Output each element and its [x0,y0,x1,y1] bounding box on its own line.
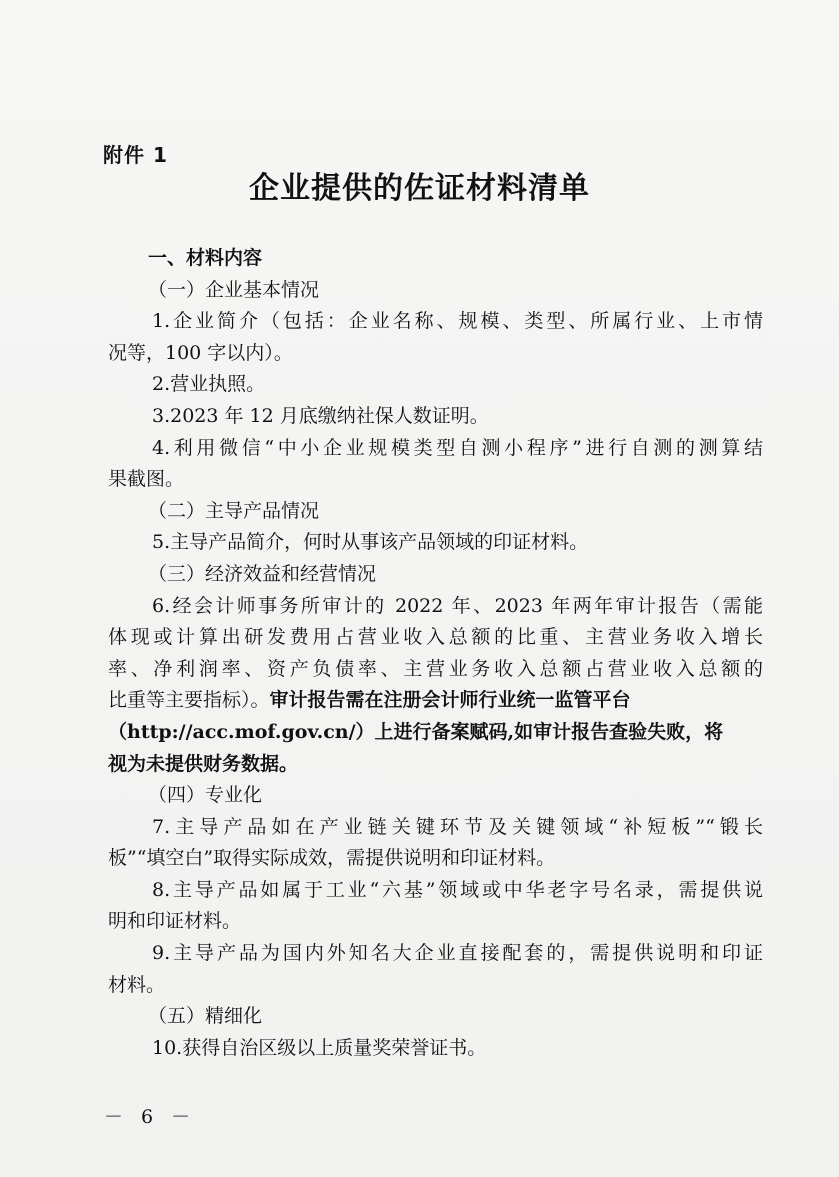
item-10: 10.获得自治区级以上质量奖荣誉证书。 [152,1036,487,1059]
subheading-economic: （三）经济效益和经营情况 [148,562,377,585]
item-3: 3.2023 年 12 月底缴纳社保人数证明。 [152,404,489,427]
document-body [108,243,763,1064]
item-6-line-4 [108,685,763,717]
item-6-line-4-bold: 审计报告需在注册会计师行业统一监管平台 [269,689,631,712]
document-title: 企业提供的佐证材料清单 [249,171,590,206]
item-6-line-1: 6.经会计师事务所审计的 2022 年、2023 年两年审计报告（需能 [152,594,763,617]
item-4-line-1: 4.利用微信“中小企业规模类型自测小程序”进行自测的测算结 [152,436,763,459]
item-6-line-5: （http://acc.mof.gov.cn/）上进行备案赋码,如审计报告查验失败，将 [108,720,724,743]
page-number: － 6 － [104,1106,197,1128]
item-7-line-1: 7.主导产品如在产业链关键环节及关键领域“补短板”“锻长 [152,815,763,838]
item-7-line-2: 板”“填空白”取得实际成效，需提供说明和印证材料。 [108,847,556,870]
subheading-refinement: （五）精细化 [148,1005,263,1028]
item-8-line-2: 明和印证材料。 [108,910,242,933]
item-6-line-2: 体现或计算出研发费用占营业收入总额的比重、主营业务收入增长 [108,626,763,649]
item-1-line-2: 况等，100 字以内）。 [108,341,293,364]
item-8-line-1: 8.主导产品如属于工业“六基”领域或中华老字号名录，需提供说 [152,878,763,901]
item-6-line-3: 率、净利润率、资产负债率、主营业务收入总额占营业收入总额的 [108,657,763,680]
item-1-line-1: 1.企业简介（包括：企业名称、规模、类型、所属行业、上市情 [152,310,763,333]
item-6-line-6: 视为未提供财务数据。 [108,752,299,775]
item-9-line-2: 材料。 [108,973,166,996]
item-9-line-1: 9.主导产品为国内外知名大企业直接配套的，需提供说明和印证 [152,942,763,965]
subheading-specialization: （四）专业化 [148,784,263,807]
subheading-main-products: （二）主导产品情况 [148,499,320,522]
section-heading: 一、材料内容 [148,247,263,269]
item-5: 5.主导产品简介，何时从事该产品领域的印证材料。 [152,531,589,554]
subheading-basic-info: （一）企业基本情况 [148,278,320,301]
item-2: 2.营业执照。 [152,373,266,396]
item-4-line-2: 果截图。 [108,468,185,491]
attachment-label: 附件 1 [103,143,168,167]
item-6-line-4-normal: 比重等主要指标）。 [108,689,270,712]
